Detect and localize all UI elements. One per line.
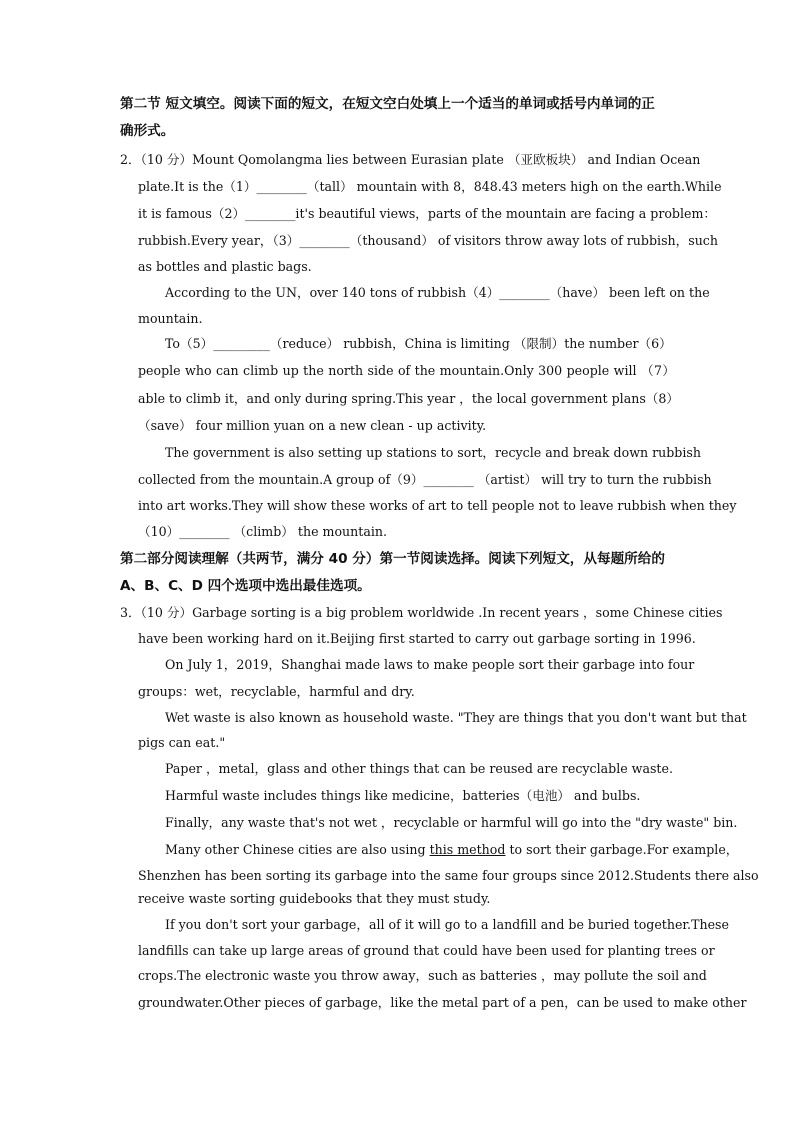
q3-line: 3．（10 分）Garbage sorting is a big problem worldwide .In recent years ，some Chinese cities <box>120 605 723 620</box>
q3-line: Finally，any waste that's not wet ，recyclable or harmful will go into the "dry waste" bin. <box>165 815 738 830</box>
q2-line: people who can climb up the north side of the mountain.Only 300 people will （7） <box>138 363 675 378</box>
q3-line: Paper ，metal，glass and other things that can be reused are recyclable waste. <box>165 761 673 776</box>
q2-line: The government is also setting up stations to sort，recycle and break down rubbish <box>165 445 701 460</box>
q2-line: rubbish.Every year，（3）________（thousand） of visitors throw away lots of rubbish，such <box>138 233 718 248</box>
underlined-phrase: this method <box>429 842 506 857</box>
q2-line: （save） four million yuan on a new clean - up activity. <box>138 418 487 433</box>
q3-text: Many other Chinese cities are also using <box>165 842 430 857</box>
section2-heading-cont: 确形式。 <box>120 123 175 139</box>
q2-line: According to the UN，over 140 tons of rubbish（4）________（have） been left on the <box>165 285 710 300</box>
q3-line: Harmful waste includes things like medicine，batteries（电池） and bulbs. <box>165 788 641 803</box>
q2-line: To（5）_________（reduce） rubbish，China is limiting （限制）the number（6） <box>165 336 672 351</box>
q3-line: groundwater.Other pieces of garbage，like the metal part of a pen，can be used to make other <box>138 995 747 1010</box>
q2-line: 2．（10 分）Mount Qomolangma lies between Eurasian plate （亚欧板块） and Indian Ocean <box>120 152 701 167</box>
part2-heading: 第二部分阅读理解（共两节，满分 40 分）第一节阅读选择。阅读下列短文，从每题所给的 <box>120 551 665 567</box>
q2-line: （10）________ （climb） the mountain. <box>138 524 387 539</box>
q3-text: to sort their garbage.For example， <box>505 842 739 857</box>
q3-line: Wet waste is also known as household waste. "They are things that you don't want but that <box>165 710 747 725</box>
q3-line: groups：wet，recyclable，harmful and dry. <box>138 684 415 699</box>
q3-line: landfills can take up large areas of ground that could have been used for planting trees or <box>138 943 715 958</box>
q3-line: have been working hard on it.Beijing first started to carry out garbage sorting in 1996. <box>138 631 696 646</box>
q3-line: crops.The electronic waste you throw away，such as batteries ，may pollute the soil and <box>138 968 707 983</box>
part2-heading-cont: A、B、C、D 四个选项中选出最佳选项。 <box>120 578 371 594</box>
q3-line <box>165 842 738 858</box>
q2-line: plate.It is the（1）________（tall） mountain with 8，848.43 meters high on the earth.While <box>138 179 722 194</box>
q2-line: into art works.They will show these works of art to tell people not to leave rubbish when they <box>138 498 737 513</box>
q3-line: On July 1，2019，Shanghai made laws to make people sort their garbage into four <box>165 657 695 672</box>
q3-line: Shenzhen has been sorting its garbage into the same four groups since 2012.Students there also <box>138 868 759 883</box>
q3-line: receive waste sorting guidebooks that they must study. <box>138 891 491 906</box>
q3-line: If you don't sort your garbage，all of it will go to a landfill and be buried together.These <box>165 917 729 932</box>
q3-line: pigs can eat." <box>138 735 226 750</box>
section2-heading: 第二节 短文填空。阅读下面的短文，在短文空白处填上一个适当的单词或括号内单词的正 <box>120 96 655 112</box>
q2-line: collected from the mountain.A group of（9）________ （artist） will try to turn the rubbish <box>138 472 712 487</box>
q2-line: able to climb it，and only during spring.This year ，the local government plans（8） <box>138 391 679 406</box>
q2-line: mountain. <box>138 311 203 326</box>
q2-line: it is famous（2）________it's beautiful views，parts of the mountain are facing a problem： <box>138 206 717 221</box>
q2-line: as bottles and plastic bags. <box>138 259 312 274</box>
